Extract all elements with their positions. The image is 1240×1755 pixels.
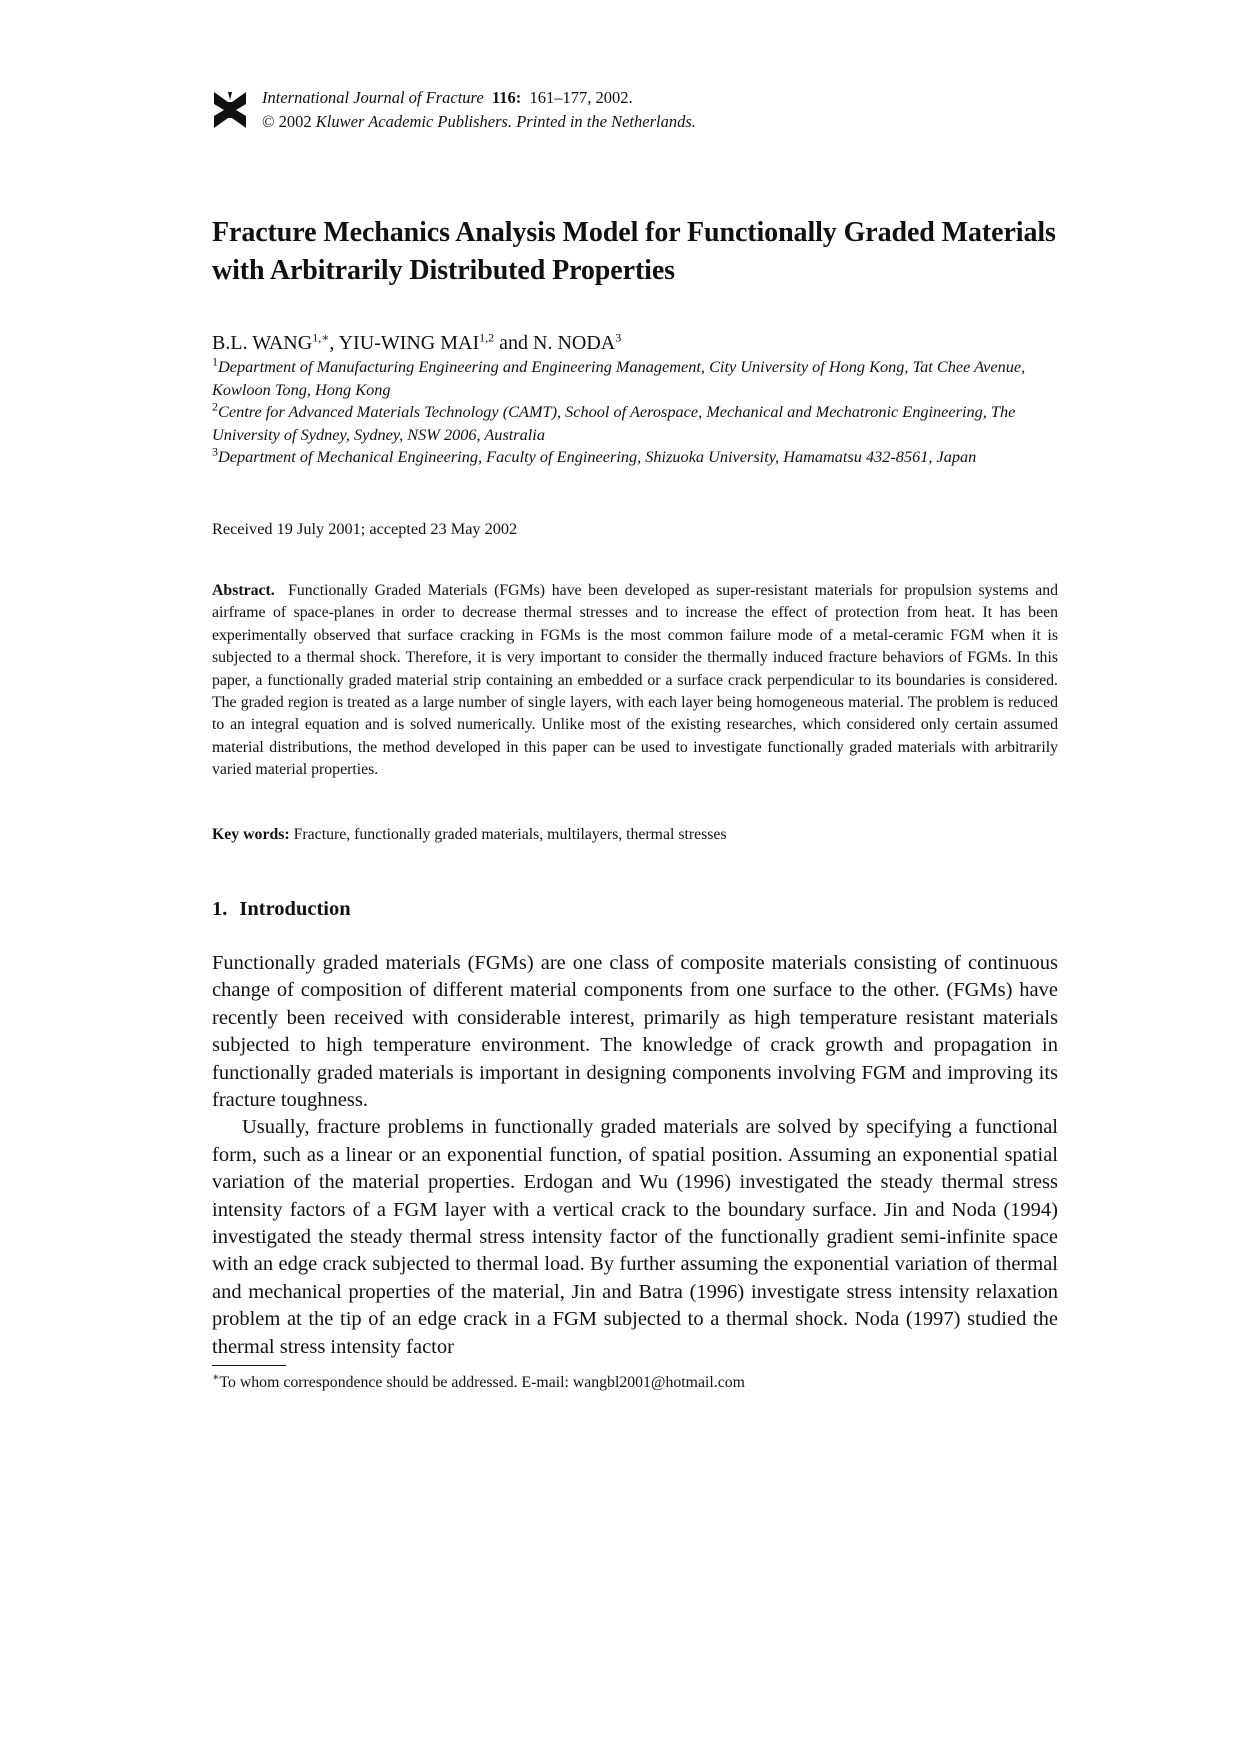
affiliation (212, 446, 1058, 469)
affiliation (212, 401, 1058, 446)
keywords-text: Fracture, functionally graded materials, multilayers, thermal stresses (293, 826, 727, 843)
keywords (212, 824, 1058, 846)
affiliation-number: 1 (212, 354, 218, 369)
abstract-text: Functionally Graded Materials (FGMs) have been developed as super-resistant materials for propulsion systems and airframe of space-planes in order to decrease thermal stresses and to increase the effect of protection from heat. It has been experimentally observed that surface cracking in FGMs is the most common failure mode of a metal-ceramic FGM when it is subjected to a thermal shock. Therefore, it is very important to consider the thermally induced fracture behaviors of FGMs. In this paper, a functionally graded material strip containing an embedded or a surface crack perpendicular to its boundaries is considered. The graded region is treated as a large number of single layers, with each layer being homogeneous material. The problem is reduced to an integral equation and is solved numerically. Unlike most of the existing researches, which considered only certain assumed material distributions, the method developed in this paper can be used to investigate functionally graded materials with arbitrarily varied material properties. (212, 582, 1058, 779)
abstract (212, 580, 1058, 782)
journal-name: International Journal of Fracture (262, 88, 484, 107)
author-name: B.L. WANG (212, 332, 313, 354)
section-body (212, 950, 1058, 1361)
affiliation-text: Department of Mechanical Engineering, Faculty of Engineering, Shizuoka University, Hamamatsu 432-8561, Japan (218, 447, 977, 467)
section-heading (212, 896, 1058, 922)
author-affiliation-marker: 3 (615, 330, 622, 345)
affiliation-number: 3 (212, 444, 218, 459)
keywords-label: Key words: (212, 826, 290, 843)
body-paragraph: Usually, fracture problems in functionally graded materials are solved by specifying a functional form, such as a linear or an exponential function, of spatial position. Assuming an exponential spatial variation of the material properties. Erdogan and Wu (1996) investigated the steady thermal stress intensity factors of a FGM layer with a vertical crack to the boundary surface. Jin and Noda (1994) investigated the steady thermal stress intensity factor of the functionally gradient semi-infinite space with an edge crack subjected to thermal load. By further assuming the exponential variation of thermal and mechanical properties of the material, Jin and Batra (1996) investigate stress intensity relaxation problem at the tip of an edge crack in a FGM subjected to a thermal shock. Noda (1997) studied the thermal stress intensity factor (212, 1116, 1058, 1358)
journal-header (212, 86, 1058, 136)
received-dates: Received 19 July 2001; accepted 23 May 2002 (212, 519, 518, 538)
affiliation-text: Centre for Advanced Materials Technology (CAMT), School of Aerospace, Mechanical and Mechatronic Engineering, The University of Sydney, Sydney, NSW 2006, Australia (212, 402, 1016, 444)
footnote-text: To whom correspondence should be addressed. E-mail: wangbl2001@hotmail.com (219, 1374, 745, 1391)
journal-citation (262, 86, 696, 134)
author-affiliation-marker: 1,∗ (312, 330, 330, 345)
copyright-line (262, 110, 696, 134)
author-separator: , (329, 332, 339, 354)
affiliation-number: 2 (212, 399, 218, 414)
journal-line (262, 86, 696, 110)
author-list (212, 330, 1058, 356)
kluwer-logo-icon (212, 90, 248, 130)
affiliation-list (212, 356, 1058, 469)
section-title: Introduction (239, 898, 351, 920)
journal-volume: 116: (491, 88, 522, 107)
affiliation (212, 356, 1058, 401)
author-name: N. NODA (533, 332, 616, 354)
author-name: YIU-WING MAI (338, 332, 480, 354)
copyright-symbol: © (262, 112, 275, 131)
body-paragraph: Functionally graded materials (FGMs) are one class of composite materials consisting of continuous change of composition of different material components from one surface to the other. (FGMs) have recently been received with considerable interest, primarily as high temperature resistant materials subjected to high temperature environment. The knowledge of crack growth and propagation in functionally graded materials is important in designing components involving FGM and improving its fracture toughness. (212, 952, 1058, 1112)
copyright-year: 2002 (278, 112, 312, 131)
author-separator: and (494, 332, 534, 354)
journal-pages-year: 161–177, 2002. (529, 88, 633, 107)
footnote-rule (212, 1365, 286, 1366)
footnote (212, 1372, 1058, 1394)
section-number: 1. (212, 898, 228, 920)
publisher: Kluwer Academic Publishers. Printed in the Netherlands. (315, 112, 696, 131)
paper-title: Fracture Mechanics Analysis Model for Functionally Graded Materials with Arbitrarily Distributed Properties (212, 217, 1056, 286)
footnote-mark: ∗ (212, 1371, 220, 1384)
affiliation-text: Department of Manufacturing Engineering and Engineering Management, City University of Hong Kong, Tat Chee Avenue, Kowloon Tong, Hong Kong (212, 357, 1026, 399)
author-affiliation-marker: 1,2 (479, 330, 495, 345)
abstract-label: Abstract. (212, 582, 275, 599)
